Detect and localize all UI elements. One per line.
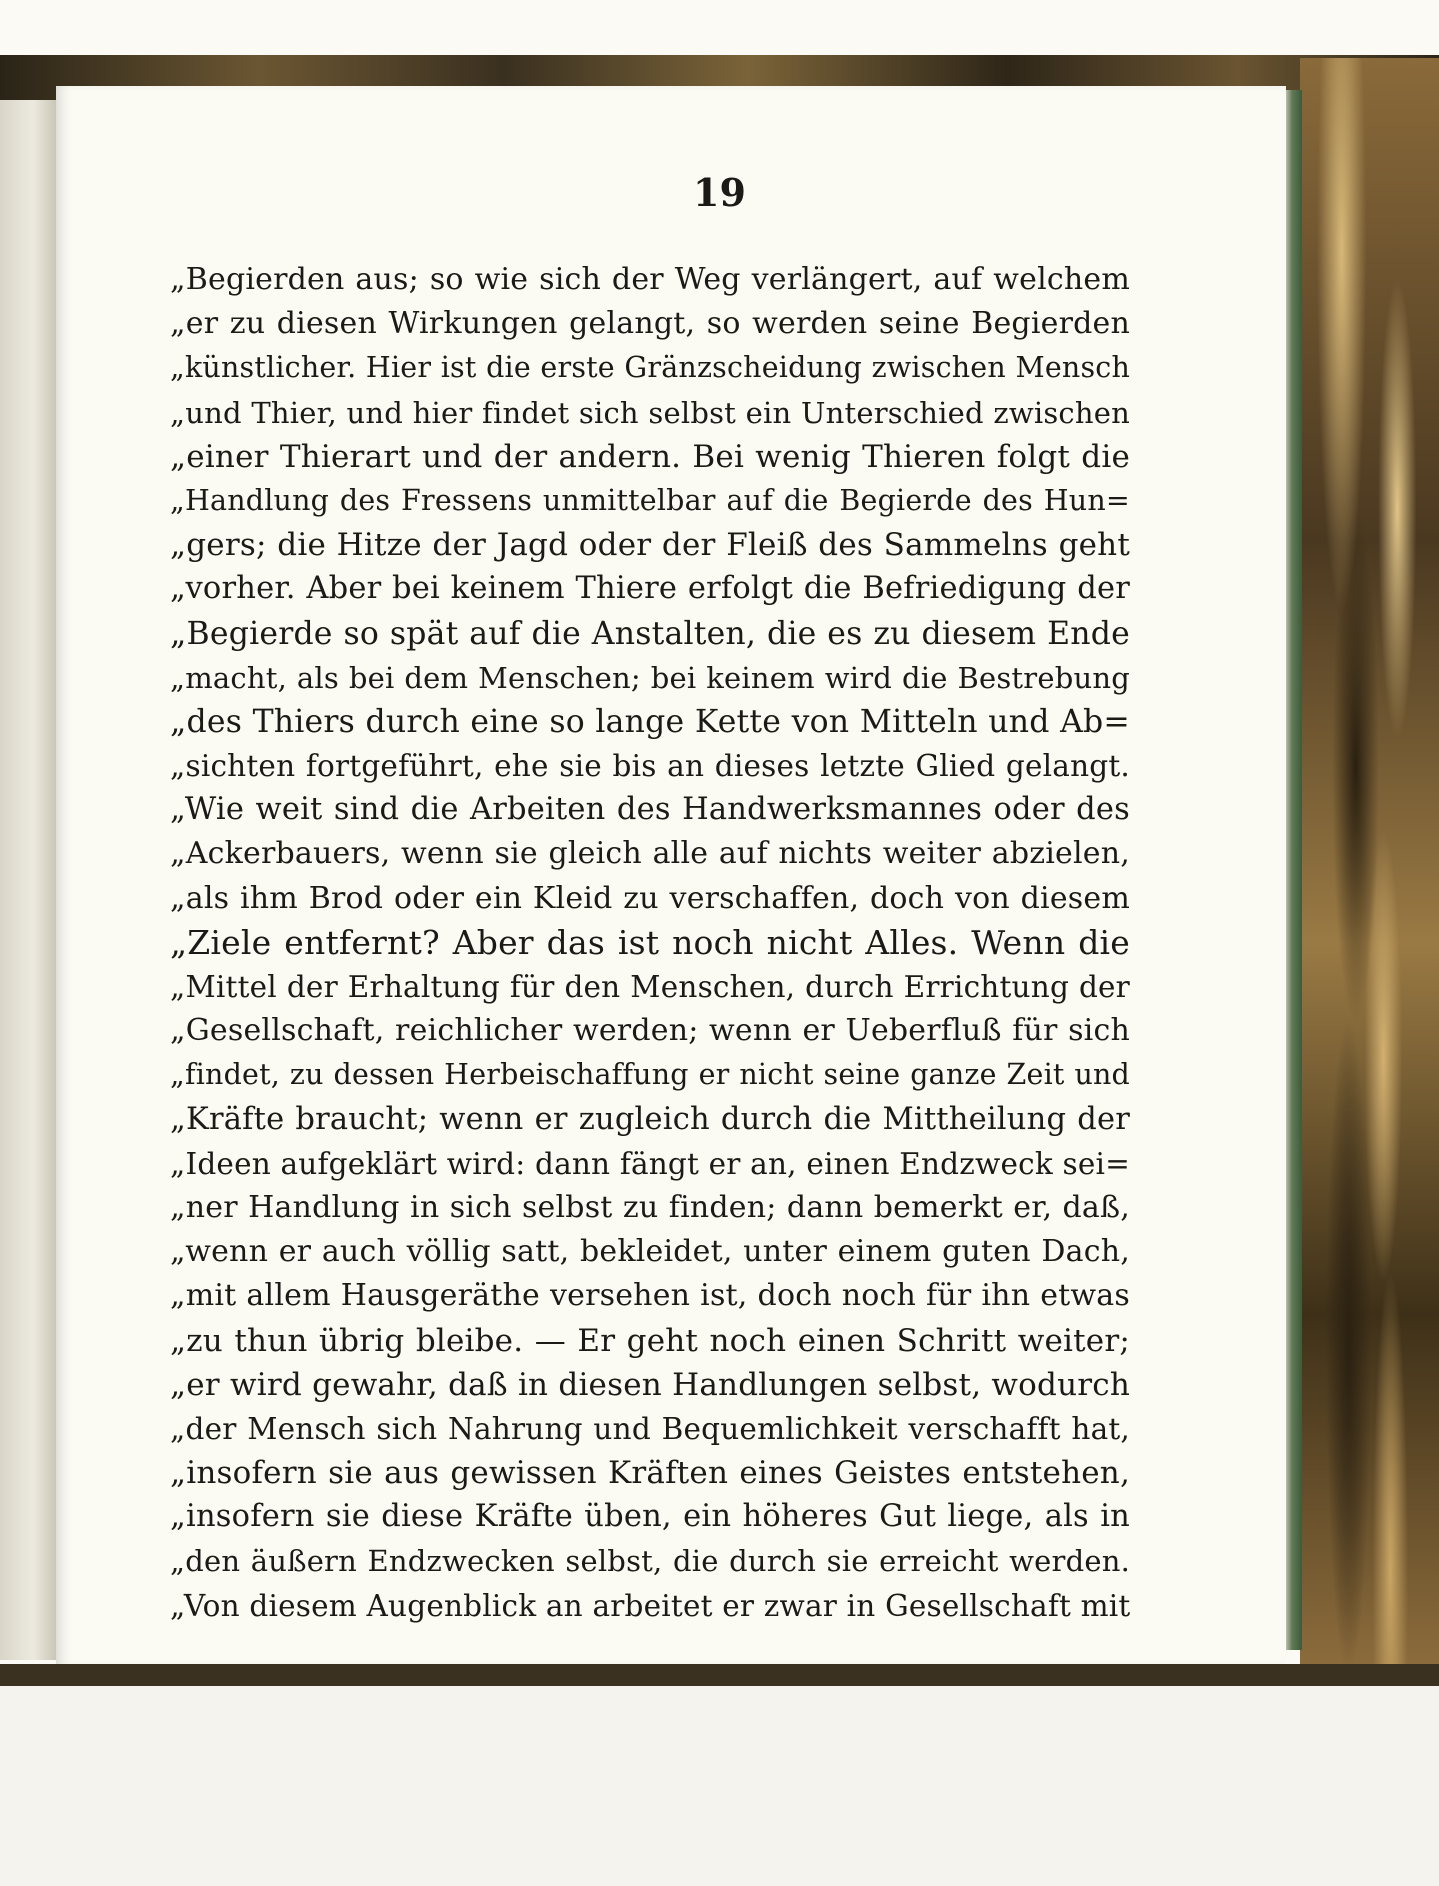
text-line: „als ihm Brod oder ein Kleid zu verschaffen, doch von diesem (170, 880, 1130, 916)
text-line: „sichten fortgeführt, ehe sie bis an dieses letzte Glied gelangt. (170, 749, 1130, 784)
text-line: „Ziele entfernt? Aber das ist noch nicht Alles. Wenn die (170, 922, 1130, 962)
text-line: „Begierden aus; so wie sich der Weg verlängert, auf welchem (170, 262, 1130, 297)
text-line: „Gesellschaft, reichlicher werden; wenn er Ueberfluß für sich (170, 1013, 1130, 1049)
text-line: „vorher. Aber bei keinem Thiere erfolgt die Befriedigung der (170, 571, 1130, 607)
text-line: „Wie weit sind die Arbeiten des Handwerksmannes oder des (170, 792, 1130, 828)
text-line: „insofern sie aus gewissen Kräften eines Geistes entstehen, (170, 1455, 1130, 1492)
text-line: „und Thier, und hier findet sich selbst ein Unterschied zwischen (170, 395, 1130, 430)
text-line: „insofern sie diese Kräfte üben, ein höheres Gut liege, als in (170, 1499, 1130, 1535)
text-line: „Ackerbauers, wenn sie gleich alle auf nichts weiter abzielen, (170, 836, 1130, 872)
book-cover-bottom (0, 1664, 1439, 1686)
text-line: „mit allem Hausgeräthe versehen ist, doch noch für ihn etwas (170, 1278, 1130, 1314)
text-line: „zu thun übrig bleibe. — Er geht noch einen Schritt weiter; (170, 1322, 1130, 1359)
text-line: „Handlung des Fressens unmittelbar auf die Begierde des Hun= (170, 483, 1130, 517)
page-text (170, 258, 1130, 1628)
text-line: „künstlicher. Hier ist die erste Gränzscheidung zwischen Mensch (170, 351, 1130, 385)
book-cover-edge (1284, 90, 1302, 1650)
text-line: „findet, zu dessen Herbeischaffung er nicht seine ganze Zeit und (170, 1058, 1130, 1092)
text-line: „einer Thierart und der andern. Bei wenig Thieren folgt die (170, 438, 1130, 475)
text-line: „er zu diesen Wirkungen gelangt, so werden seine Begierden (170, 306, 1130, 342)
text-line: „der Mensch sich Nahrung und Bequemlichkeit verschafft hat, (170, 1411, 1130, 1446)
text-line: „wenn er auch völlig satt, bekleidet, unter einem guten Dach, (170, 1234, 1130, 1270)
book-cover-marbled (1300, 58, 1439, 1668)
text-line: „er wird gewahr, daß in diesen Handlungen selbst, wodurch (170, 1366, 1130, 1403)
scan-background (0, 1686, 1439, 1886)
text-line: „des Thiers durch eine so lange Kette von Mitteln und Ab= (170, 703, 1130, 740)
text-line: „gers; die Hitze der Jagd oder der Fleiß des Sammelns geht (170, 527, 1130, 564)
text-line: „den äußern Endzwecken selbst, die durch sie erreicht werden. (170, 1544, 1130, 1579)
text-line: „Begierde so spät auf die Anstalten, die es zu diesem Ende (170, 615, 1130, 652)
text-line: „Ideen aufgeklärt wird: dann fängt er an, einen Endzweck sei= (170, 1146, 1130, 1181)
page-number: 19 (693, 170, 746, 215)
left-page-edge (0, 100, 56, 1660)
text-line: „macht, als bei dem Menschen; bei keinem wird die Bestrebung (170, 660, 1130, 695)
text-line: „Mittel der Erhaltung für den Menschen, durch Errichtung der (170, 970, 1130, 1004)
text-line: „ner Handlung in sich selbst zu finden; dann bemerkt er, daß, (170, 1189, 1130, 1225)
text-line: „Von diesem Augenblick an arbeitet er zwar in Gesellschaft mit (170, 1588, 1130, 1623)
text-line: „Kräfte braucht; wenn er zugleich durch die Mittheilung der (170, 1101, 1130, 1137)
